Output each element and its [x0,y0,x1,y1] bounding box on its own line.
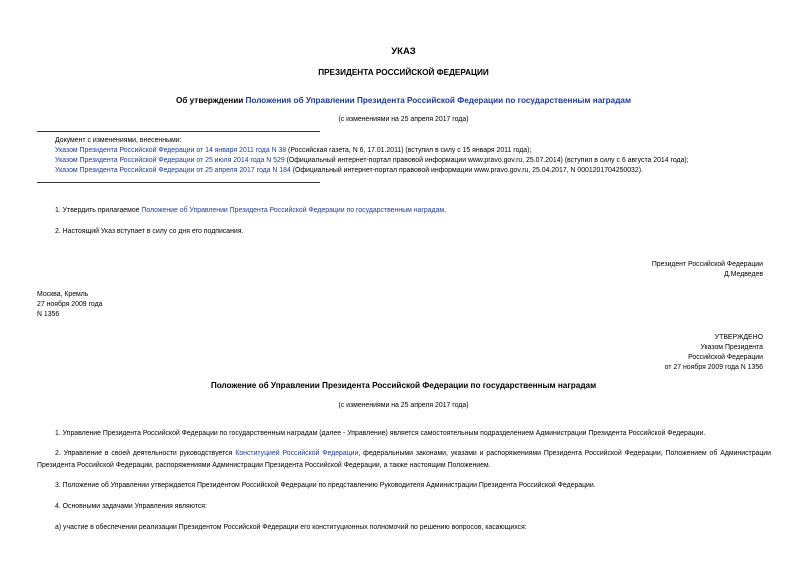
regulation-paragraph-4: 4. Основными задачами Управления являются: [55,503,207,510]
approved-line-1: УТВЕРЖДЕНО [714,334,763,341]
approved-line-2: Указом Президента [700,344,763,351]
approved-line-3: Российской Федерации [688,354,763,361]
change-item [55,147,531,155]
place-date: 27 ноября 2009 года [37,301,103,308]
amend-note: (с изменениями на 25 апреля 2017 года) [338,116,469,123]
regulation-p2-rest: , федеральными законами, указами и распоряжениями Президента Российской Федерации, Положением об Администрации Президента Российской Федерации, распоряжениями Администрации Президента Российской Федерации, а также настоящим Положением. [37,450,771,469]
change-link[interactable]: Указом Президента Российской Федерации от 25 июля 2014 года N 529 [55,157,285,164]
change-item [55,157,689,165]
changes-top-rule [37,131,320,132]
decree-p1-prefix: 1. Утвердить прилагаемое [55,207,142,214]
doc-subtitle: ПРЕЗИДЕНТА РОССИЙСКОЙ ФЕДЕРАЦИИ [318,68,489,77]
change-details: (Официальный интернет-портал правовой информации www.pravo.gov.ru, 25.04.2017, N 0001201704250032). [290,167,643,174]
regulation-link[interactable]: Положения об Управлении Президента Российской Федерации по государственным наградам [245,96,632,105]
regulation-link[interactable]: Положение об Управлении Президента Российской Федерации по государственным наградам [141,207,445,214]
signature-position: Президент Российской Федерации [651,261,763,268]
regulation-p2-prefix: 2. Управление в своей деятельности руководствуется [55,450,236,457]
constitution-link[interactable]: Конституцией Российской Федерации [235,450,359,457]
change-link[interactable]: Указом Президента Российской Федерации от 14 января 2011 года N 38 [55,147,287,154]
approved-line-4: от 27 ноября 2009 года N 1356 [664,364,763,371]
change-details: (Российская газета, N 6, 17.01.2011) (вступил в силу с 15 января 2011 года); [286,147,532,154]
regulation-amend-note: (с изменениями на 25 апреля 2017 года) [338,402,469,409]
change-link[interactable]: Указом Президента Российской Федерации от 25 апреля 2017 года N 184 [55,167,291,174]
decree-paragraph-1 [55,207,446,215]
doc-about-heading [0,96,807,105]
decree-paragraph-2: 2. Настоящий Указ вступает в силу со дня его подписания. [55,228,244,235]
decree-number: N 1356 [37,311,60,318]
signature-name: Д.Медведев [724,271,763,278]
regulation-paragraph-1: 1. Управление Президента Российской Федерации по государственным наградам (далее - Управление) является самостоятельным подразделением Администрации Президента Российской Федерации. [55,430,706,437]
doc-title: УКАЗ [391,46,416,57]
change-item [55,167,643,175]
regulation-paragraph-2 [37,448,771,472]
regulation-title: Положение об Управлении Президента Российской Федерации по государственным наградам [210,381,597,390]
about-prefix: Об утверждении [175,96,246,105]
change-details: (Официальный интернет-портал правовой информации www.pravo.gov.ru, 25.07.2014) (вступил в силу с 6 августа 2014 года); [284,157,689,164]
changes-bottom-rule [37,182,320,183]
regulation-paragraph-3: 3. Положение об Управлении утверждается Президентом Российской Федерации по представлению Руководителя Администрации Президента Российской Федерации. [55,482,596,489]
place-city: Москва, Кремль [37,291,89,298]
regulation-paragraph-4a: а) участие в обеспечении реализации Президентом Российской Федерации его конституционных полномочий по решению вопросов, касающихся: [55,524,527,531]
changes-intro: Документ с изменениями, внесенными: [55,137,182,144]
decree-p1-suffix: . [444,207,447,214]
